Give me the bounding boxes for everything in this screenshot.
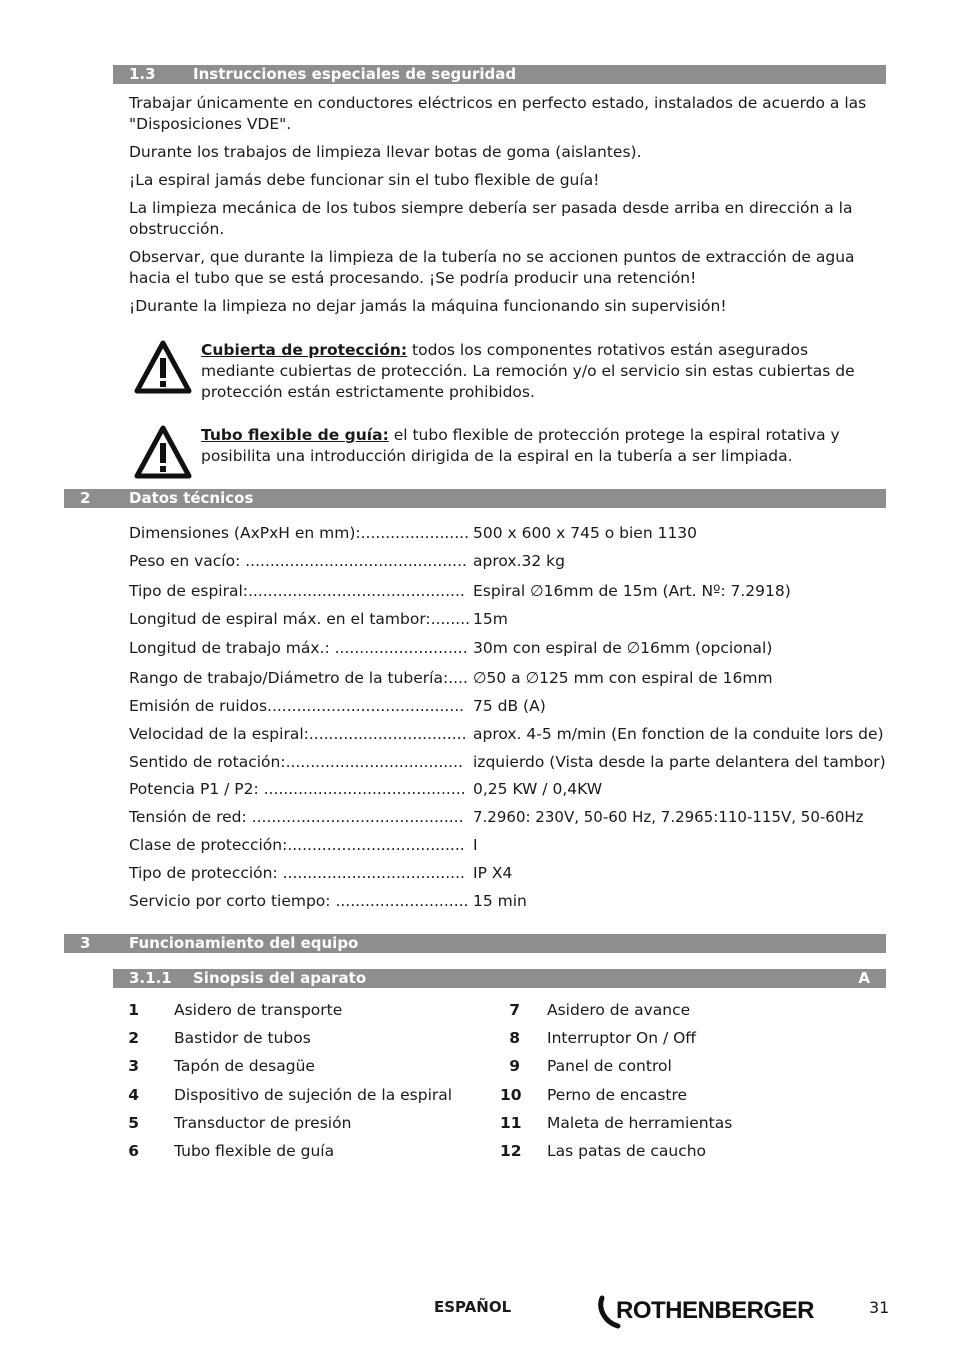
spec-value: Espiral ∅16mm de 15m (Art. Nº: 7.2918) (473, 582, 791, 600)
item-text: Maleta de herramientas (547, 1114, 733, 1132)
spec-label: Tipo de protección: ..................................... (129, 864, 465, 882)
spec-value: 75 dB (A) (473, 697, 546, 715)
item-text: Tapón de desagüe (174, 1057, 315, 1075)
warning-body: todos los componentes rotativos están asegurados mediante cubiertas de protección. La remoción y/o el servicio sin estas cubiertas de protección están estrictamente prohibidos. (201, 341, 855, 401)
warning-triangle-icon (134, 425, 192, 479)
warning-protective-cover (134, 340, 874, 400)
paragraph-6: ¡Durante la limpieza no dejar jamás la máquina funcionando sin supervisión! (129, 297, 727, 315)
item-number: 4 (128, 1086, 139, 1104)
warning-label: Tubo flexible de guía: (201, 426, 389, 444)
footer-language: ESPAÑOL (434, 1298, 512, 1316)
item-number: 11 (500, 1114, 522, 1132)
item-number: 6 (128, 1142, 139, 1160)
spec-value: aprox.32 kg (473, 552, 565, 570)
warning-text (201, 340, 881, 403)
spec-label: Tensión de red: ........................................... (129, 808, 464, 826)
spec-label: Longitud de trabajo máx.: ........................... (129, 639, 468, 657)
spec-value: 500 x 600 x 745 o bien 1130 (473, 524, 698, 542)
warning-guide-hose (134, 425, 874, 485)
paragraph-3: ¡La espiral jamás debe funcionar sin el tubo flexible de guía! (129, 171, 600, 189)
section-header-3 (64, 934, 886, 953)
spec-value: I (473, 836, 478, 854)
item-number: 7 (509, 1001, 520, 1019)
section-number: 1.3 (129, 65, 156, 83)
warning-body: el tubo flexible de protección protege la espiral rotativa y posibilita una introducción dirigida de la espiral en la tubería a ser limpiada. (201, 426, 840, 465)
section-header-3-1-1 (113, 969, 886, 988)
spec-value: 15 min (473, 892, 527, 910)
item-number: 1 (128, 1001, 139, 1019)
spec-value: aprox. 4-5 m/min (En fonction de la conduite lors de) (473, 725, 884, 743)
paragraph-2: Durante los trabajos de limpieza llevar botas de goma (aislantes). (129, 143, 642, 161)
spec-label: Peso en vacío: ............................................. (129, 552, 467, 570)
spec-label: Velocidad de la espiral:................................ (129, 725, 467, 743)
spec-value: izquierdo (Vista desde la parte delantera del tambor) (473, 753, 886, 771)
section-title: Sinopsis del aparato (193, 969, 367, 987)
section-header-2 (64, 489, 886, 508)
figure-reference: A (858, 969, 870, 987)
spec-value: ∅50 a ∅125 mm con espiral de 16mm (473, 669, 773, 687)
paragraph-1: Trabajar únicamente en conductores eléctricos en perfecto estado, instalados de acuerdo a las "Disposiciones VDE". (129, 94, 867, 133)
item-text: Asidero de avance (547, 1001, 691, 1019)
item-text: Las patas de caucho (547, 1142, 707, 1160)
spec-label: Longitud de espiral máx. en el tambor:........ (129, 610, 471, 628)
spec-value: 30m con espiral de ∅16mm (opcional) (473, 639, 773, 657)
item-number: 12 (500, 1142, 522, 1160)
warning-label: Cubierta de protección: (201, 341, 408, 359)
paragraph-5: Observar, que durante la limpieza de la tubería no se accionen puntos de extracción de agua hacia el tubo que se está procesando. ¡Se podría producir una retención! (129, 248, 855, 287)
section-title: Funcionamiento del equipo (129, 934, 359, 952)
rothenberger-logo (596, 1292, 836, 1332)
item-text: Bastidor de tubos (174, 1029, 311, 1047)
item-number: 10 (500, 1086, 522, 1104)
item-text: Dispositivo de sujeción de la espiral (174, 1086, 453, 1104)
page-number: 31 (869, 1298, 890, 1317)
spec-value: 15m (473, 610, 508, 628)
item-number: 5 (128, 1114, 139, 1132)
item-text: Transductor de presión (174, 1114, 352, 1132)
spec-value: 7.2960: 230V, 50-60 Hz, 7.2965:110-115V, 50-60Hz (473, 808, 864, 826)
spec-value: 0,25 KW / 0,4KW (473, 780, 603, 798)
section-header-1-3 (113, 65, 886, 84)
section-title: Instrucciones especiales de seguridad (193, 65, 517, 83)
paragraph-4: La limpieza mecánica de los tubos siempre debería ser pasada desde arriba en dirección a la obstrucción. (129, 199, 853, 238)
spec-label: Clase de protección:.................................... (129, 836, 465, 854)
section-number: 3 (80, 934, 91, 952)
item-text: Tubo flexible de guía (174, 1142, 335, 1160)
item-number: 3 (128, 1057, 139, 1075)
item-text: Interruptor On / Off (547, 1029, 696, 1047)
brand-name: ROTHENBERGER (616, 1297, 815, 1324)
section-number: 2 (80, 489, 91, 507)
spec-value: IP X4 (473, 864, 513, 882)
item-text: Panel de control (547, 1057, 672, 1075)
item-number: 8 (509, 1029, 520, 1047)
spec-label: Rango de trabajo/Diámetro de la tubería:.... (129, 669, 468, 687)
item-number: 9 (509, 1057, 520, 1075)
warning-text (201, 425, 881, 467)
item-number: 2 (128, 1029, 139, 1047)
spec-label: Servicio por corto tiempo: ........................... (129, 892, 469, 910)
warning-triangle-icon (134, 340, 192, 394)
item-text: Asidero de transporte (174, 1001, 343, 1019)
section-title: Datos técnicos (129, 489, 254, 507)
item-text: Perno de encastre (547, 1086, 688, 1104)
spec-label: Potencia P1 / P2: ......................................... (129, 780, 466, 798)
spec-label: Dimensiones (AxPxH en mm):...................... (129, 524, 470, 542)
spec-label: Tipo de espiral:............................................ (129, 582, 465, 600)
section-number: 3.1.1 (129, 969, 172, 987)
spec-label: Emisión de ruidos........................................ (129, 697, 465, 715)
spec-label: Sentido de rotación:.................................... (129, 753, 463, 771)
